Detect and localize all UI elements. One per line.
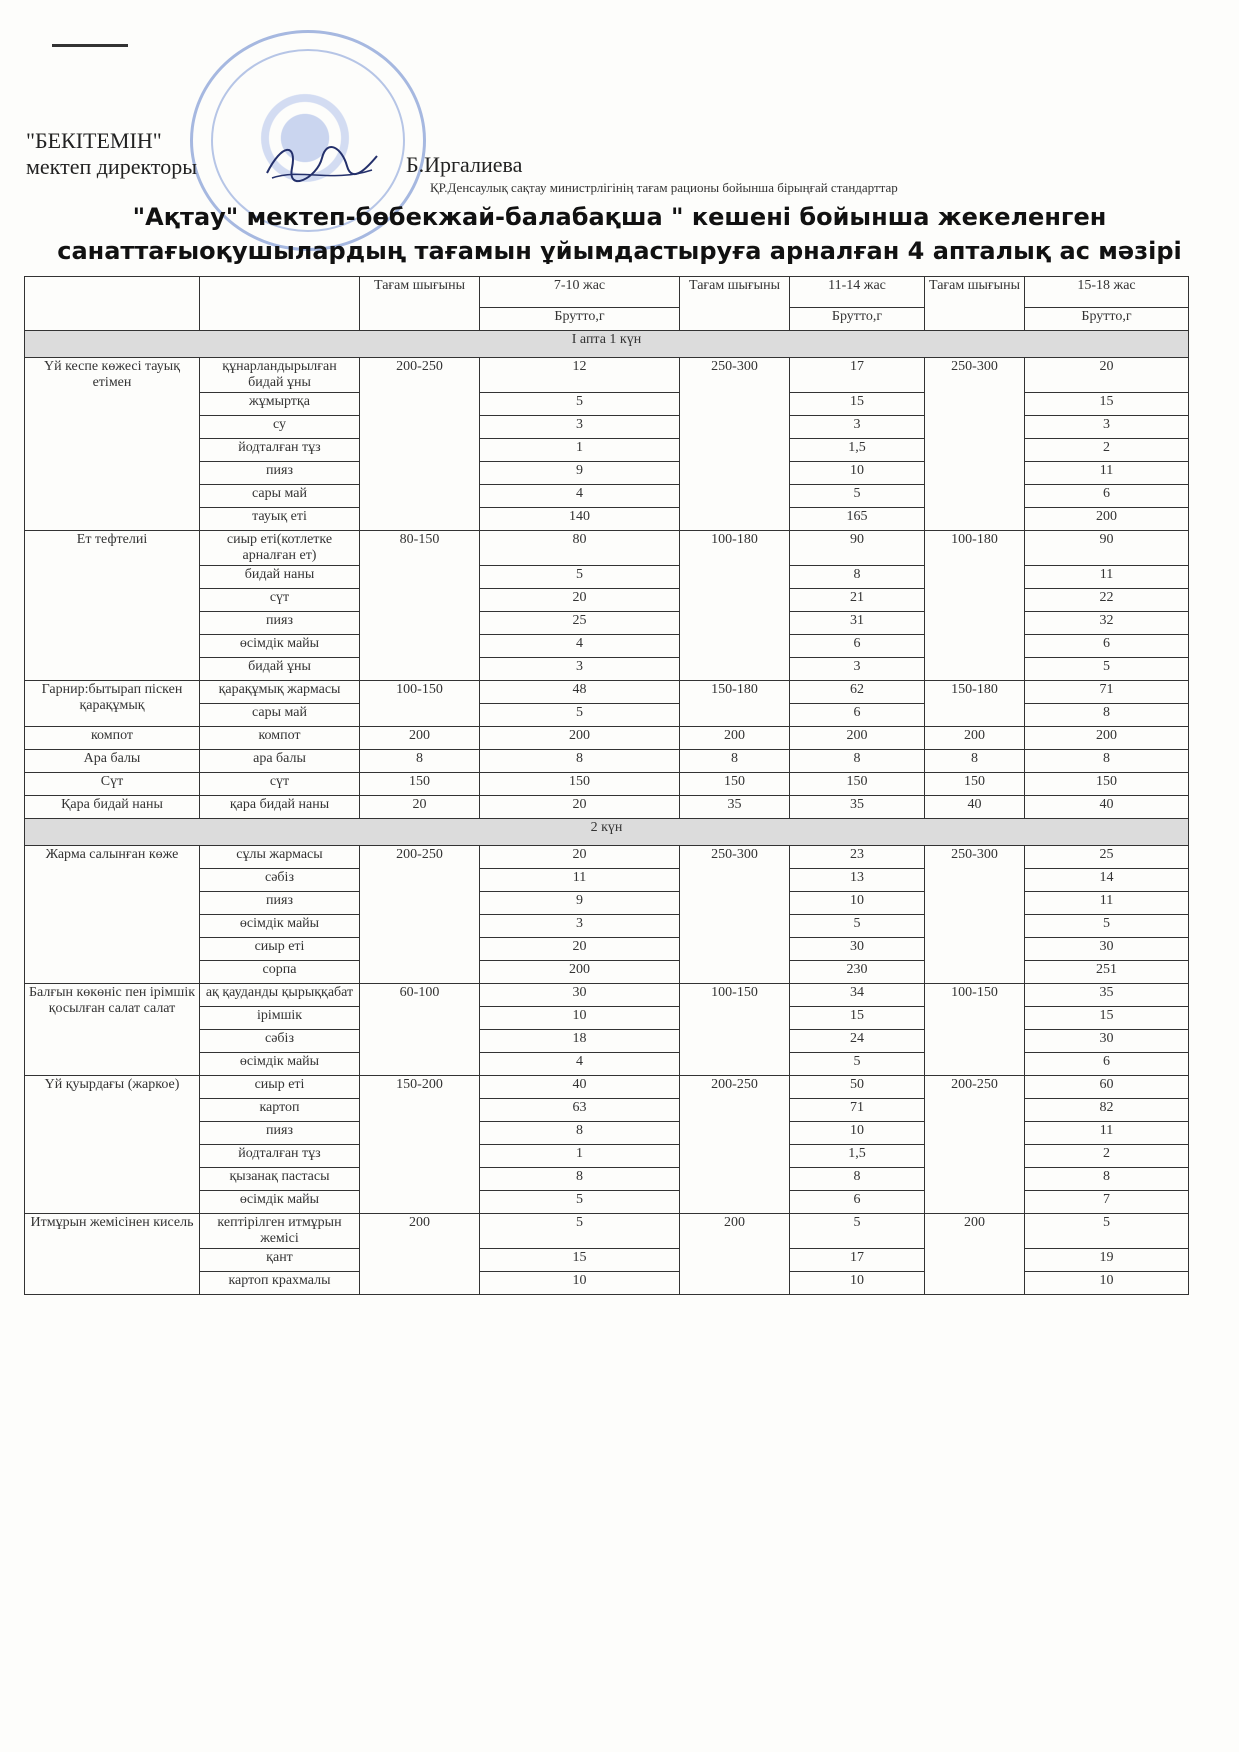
brutto-value: 8 [1025,750,1189,773]
brutto-value: 12 [480,358,680,393]
brutto-value: 6 [1025,1053,1189,1076]
ingredient-name: сұлы жармасы [200,846,360,869]
brutto-value: 18 [480,1030,680,1053]
portion-header-1: Тағам шығыны [360,277,480,331]
brutto-value: 40 [1025,796,1189,819]
brutto-value: 7 [1025,1191,1189,1214]
brutto-value: 5 [1025,1214,1189,1249]
director-role: мектеп директоры [26,154,197,179]
section-title: 2 күн [25,819,1189,846]
ingredient-name: ара балы [200,750,360,773]
ingredient-name: сиыр еті [200,938,360,961]
brutto-value: 5 [480,1214,680,1249]
brutto-value: 19 [1025,1249,1189,1272]
portion-value: 150 [925,773,1025,796]
brutto-value: 9 [480,462,680,485]
ingredient-row [25,531,1189,566]
portion-value: 200-250 [680,1076,790,1214]
portion-value: 100-150 [925,984,1025,1076]
portion-value: 200-250 [925,1076,1025,1214]
brutto-value: 22 [1025,589,1189,612]
portion-header-3: Тағам шығыны [925,277,1025,331]
document-title [0,200,1239,268]
portion-value: 250-300 [680,358,790,531]
ingredient-name: қарақұмық жармасы [200,681,360,704]
brutto-value: 230 [790,961,925,984]
brutto-value: 200 [1025,508,1189,531]
ingredient-name: сары май [200,704,360,727]
title-line-2: санаттағыоқушылардың тағамын ұйымдастыруға арналған 4 апталық ас мәзірі [57,237,1182,265]
ingredient-name: компот [200,727,360,750]
brutto-value: 15 [1025,1007,1189,1030]
brutto-value: 8 [480,750,680,773]
dish-name: Сүт [25,773,200,796]
director-name: Б.Иргалиева [406,152,523,177]
portion-value: 200-250 [360,358,480,531]
brutto-value: 150 [790,773,925,796]
ingredient-name: пияз [200,892,360,915]
dish-name: Итмұрын жемісінен кисель [25,1214,200,1295]
dish-name: Ара балы [25,750,200,773]
brutto-value: 34 [790,984,925,1007]
brutto-value: 11 [1025,1122,1189,1145]
ingredient-name: кептірілген итмұрын жемісі [200,1214,360,1249]
brutto-value: 80 [480,531,680,566]
portion-value: 100-150 [680,984,790,1076]
title-line-1: "Ақтау" мектеп-бөбекжай-балабақша " кешені бойынша жекеленген [132,203,1107,231]
brutto-value: 50 [790,1076,925,1099]
brutto-value: 6 [790,635,925,658]
brutto-value: 200 [1025,727,1189,750]
brutto-value: 5 [1025,915,1189,938]
brutto-value: 10 [790,892,925,915]
dish-name: Үй қуырдағы (жаркое) [25,1076,200,1214]
approval-block [26,128,197,180]
brutto-value: 10 [480,1272,680,1295]
brutto-value: 8 [480,1168,680,1191]
dish-name: Ет тефтелиі [25,531,200,681]
ingredient-name: ірімшік [200,1007,360,1030]
brutto-value: 11 [480,869,680,892]
standard-note: ҚР.Денсаулық сақтау министрлігінің тағам рационы бойынша бірыңғай стандарттар [430,180,898,195]
brutto-value: 3 [790,658,925,681]
brutto-value: 4 [480,635,680,658]
brutto-value: 10 [480,1007,680,1030]
brutto-value: 1,5 [790,439,925,462]
brutto-value: 6 [1025,635,1189,658]
brutto-value: 11 [1025,566,1189,589]
ingredient-name: йодталған тұз [200,1145,360,1168]
portion-value: 100-180 [680,531,790,681]
brutto-value: 17 [790,1249,925,1272]
brutto-value: 5 [790,485,925,508]
portion-value: 200 [925,727,1025,750]
ingredient-name: сүт [200,773,360,796]
dish-name: Қара бидай наны [25,796,200,819]
portion-value: 150-200 [360,1076,480,1214]
dish-name: Балғын көкөніс пен ірімшік қосылған салат салат [25,984,200,1076]
portion-value: 100-150 [360,681,480,727]
brutto-value: 15 [790,1007,925,1030]
brutto-value: 21 [790,589,925,612]
brutto-value: 150 [1025,773,1189,796]
ingredient-name: жұмыртқа [200,393,360,416]
dish-name: Үй кеспе көжесі тауық етімен [25,358,200,531]
brutto-value: 15 [790,393,925,416]
brutto-value: 10 [790,1122,925,1145]
portion-header-2: Тағам шығыны [680,277,790,331]
brutto-header-2: Брутто,г [790,308,925,331]
brutto-value: 20 [480,938,680,961]
brutto-value: 15 [1025,393,1189,416]
brutto-value: 6 [1025,485,1189,508]
portion-value: 8 [925,750,1025,773]
brutto-value: 10 [790,1272,925,1295]
brutto-value: 200 [480,727,680,750]
ingredient-name: йодталған тұз [200,439,360,462]
ingredient-name: пияз [200,1122,360,1145]
brutto-value: 200 [480,961,680,984]
dish-header [25,277,200,331]
portion-value: 200 [360,1214,480,1295]
brutto-value: 2 [1025,439,1189,462]
brutto-value: 82 [1025,1099,1189,1122]
brutto-value: 14 [1025,869,1189,892]
brutto-value: 60 [1025,1076,1189,1099]
portion-value: 100-180 [925,531,1025,681]
brutto-value: 30 [790,938,925,961]
ingredient-name: құнарландырылған бидай ұны [200,358,360,393]
brutto-value: 20 [1025,358,1189,393]
section-row [25,819,1189,846]
portion-value: 200 [680,1214,790,1295]
ingredient-row [25,681,1189,704]
ingredient-name: картоп крахмалы [200,1272,360,1295]
brutto-value: 71 [1025,681,1189,704]
age-header-3: 15-18 жас [1025,277,1189,308]
brutto-value: 17 [790,358,925,393]
portion-value: 200 [925,1214,1025,1295]
brutto-value: 3 [790,416,925,439]
ingredient-name: картоп [200,1099,360,1122]
brutto-value: 63 [480,1099,680,1122]
portion-value: 150-180 [680,681,790,727]
ingredient-name: қызанақ пастасы [200,1168,360,1191]
brutto-value: 9 [480,892,680,915]
brutto-value: 4 [480,1053,680,1076]
dish-name: компот [25,727,200,750]
brutto-header-1: Брутто,г [480,308,680,331]
brutto-value: 20 [480,846,680,869]
ingredient-name: сүт [200,589,360,612]
portion-value: 250-300 [925,846,1025,984]
ingredient-name: өсімдік майы [200,915,360,938]
brutto-value: 3 [480,416,680,439]
brutto-value: 4 [480,485,680,508]
brutto-value: 3 [1025,416,1189,439]
brutto-value: 150 [480,773,680,796]
brutto-value: 11 [1025,462,1189,485]
brutto-value: 1 [480,439,680,462]
brutto-value: 48 [480,681,680,704]
brutto-value: 11 [1025,892,1189,915]
brutto-value: 3 [480,658,680,681]
brutto-value: 71 [790,1099,925,1122]
single-item-row [25,773,1189,796]
brutto-value: 200 [790,727,925,750]
section-title: I апта 1 күн [25,331,1189,358]
portion-value: 40 [925,796,1025,819]
age-header-2: 11-14 жас [790,277,925,308]
brutto-value: 25 [1025,846,1189,869]
brutto-value: 5 [790,915,925,938]
ingredient-name: бидай наны [200,566,360,589]
menu-table [24,276,1189,1295]
ingredient-name: қант [200,1249,360,1272]
ingredient-name: пияз [200,612,360,635]
brutto-value: 24 [790,1030,925,1053]
header-row [25,277,1189,308]
ingredient-name: су [200,416,360,439]
single-item-row [25,727,1189,750]
ingredient-row [25,1214,1189,1249]
brutto-value: 23 [790,846,925,869]
portion-value: 80-150 [360,531,480,681]
ingredient-name: тауық еті [200,508,360,531]
portion-value: 200 [360,727,480,750]
brutto-value: 90 [1025,531,1189,566]
approve-label: "БЕКІТЕМІН" [26,128,162,153]
brutto-value: 165 [790,508,925,531]
ingredient-name: өсімдік майы [200,1191,360,1214]
brutto-value: 35 [790,796,925,819]
dish-name: Жарма салынған көже [25,846,200,984]
brutto-value: 3 [480,915,680,938]
brutto-value: 32 [1025,612,1189,635]
ingredient-name: сорпа [200,961,360,984]
ingredient-name: сиыр еті(котлетке арналған ет) [200,531,360,566]
signature [262,138,382,188]
brutto-value: 5 [480,393,680,416]
portion-value: 200 [680,727,790,750]
brutto-value: 90 [790,531,925,566]
brutto-value: 10 [790,462,925,485]
brutto-value: 8 [790,750,925,773]
portion-value: 150 [360,773,480,796]
brutto-value: 5 [790,1214,925,1249]
ingredient-name: сәбіз [200,869,360,892]
ingredient-name: қара бидай наны [200,796,360,819]
brutto-value: 8 [790,1168,925,1191]
brutto-value: 31 [790,612,925,635]
brutto-value: 251 [1025,961,1189,984]
brutto-value: 5 [1025,658,1189,681]
ingredient-row [25,1076,1189,1099]
portion-value: 8 [360,750,480,773]
portion-value: 200-250 [360,846,480,984]
brutto-value: 62 [790,681,925,704]
portion-value: 35 [680,796,790,819]
brutto-value: 8 [1025,1168,1189,1191]
brutto-value: 2 [1025,1145,1189,1168]
ingredient-header [200,277,360,331]
brutto-value: 5 [480,566,680,589]
brutto-value: 15 [480,1249,680,1272]
brutto-value: 30 [1025,1030,1189,1053]
brutto-value: 8 [790,566,925,589]
ingredient-name: сәбіз [200,1030,360,1053]
brutto-value: 5 [480,704,680,727]
ingredient-name: сиыр еті [200,1076,360,1099]
brutto-value: 5 [480,1191,680,1214]
ingredient-row [25,846,1189,869]
brutto-value: 20 [480,589,680,612]
portion-value: 250-300 [680,846,790,984]
brutto-value: 10 [1025,1272,1189,1295]
dish-name: Гарнир:бытырап піскен қарақұмық [25,681,200,727]
ingredient-name: бидай ұны [200,658,360,681]
portion-value: 250-300 [925,358,1025,531]
ingredient-name: өсімдік майы [200,1053,360,1076]
section-row [25,331,1189,358]
portion-value: 150-180 [925,681,1025,727]
brutto-value: 8 [1025,704,1189,727]
top-dash-mark [52,44,128,47]
brutto-value: 30 [1025,938,1189,961]
portion-value: 150 [680,773,790,796]
brutto-value: 5 [790,1053,925,1076]
ingredient-name: өсімдік майы [200,635,360,658]
ingredient-name: ақ қауданды қырыққабат [200,984,360,1007]
brutto-value: 35 [1025,984,1189,1007]
single-item-row [25,796,1189,819]
brutto-value: 25 [480,612,680,635]
brutto-header-3: Брутто,г [1025,308,1189,331]
ingredient-row [25,984,1189,1007]
age-header-1: 7-10 жас [480,277,680,308]
brutto-value: 140 [480,508,680,531]
brutto-value: 30 [480,984,680,1007]
portion-value: 20 [360,796,480,819]
single-item-row [25,750,1189,773]
menu-body [25,331,1189,1295]
portion-value: 60-100 [360,984,480,1076]
brutto-value: 8 [480,1122,680,1145]
brutto-value: 40 [480,1076,680,1099]
brutto-value: 6 [790,1191,925,1214]
ingredient-row [25,358,1189,393]
portion-value: 8 [680,750,790,773]
brutto-value: 1,5 [790,1145,925,1168]
brutto-value: 1 [480,1145,680,1168]
brutto-value: 13 [790,869,925,892]
brutto-value: 20 [480,796,680,819]
ingredient-name: сары май [200,485,360,508]
brutto-value: 6 [790,704,925,727]
ingredient-name: пияз [200,462,360,485]
